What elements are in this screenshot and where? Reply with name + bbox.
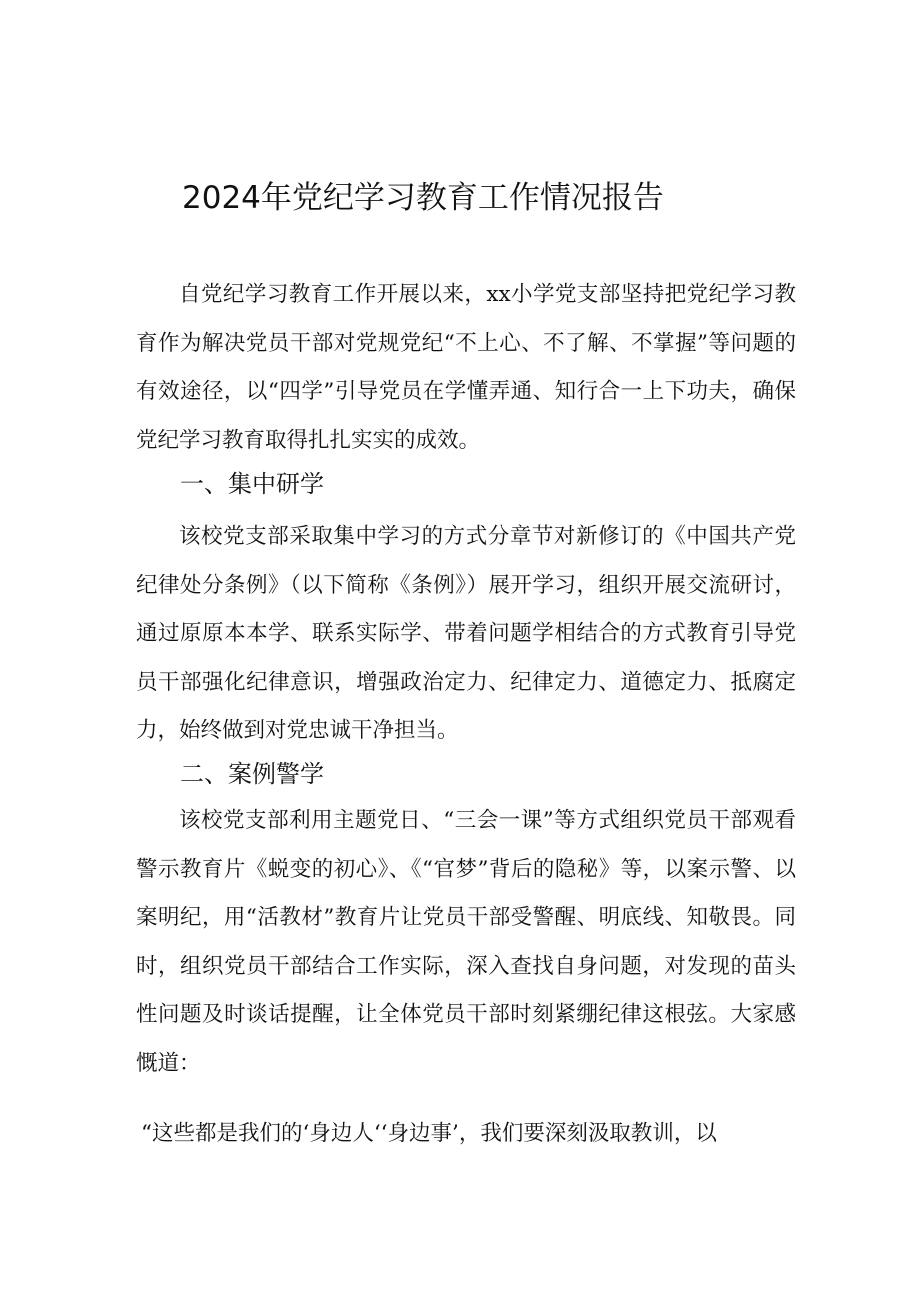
section-2-paragraph: 该校党支部利用主题党日、“三会一课”等方式组织党员干部观看警示教育片《蜕变的初心》、《“官梦”背后的隐秘》等，以案示警、以案明纪，用“活教材”教育片让党员干部受警醒、明底线、知敬畏。同时，组织党员干部结合工作实际，深入查找自身问题，对发现的苗头性问题及时谈话提醒，让全体党员干部时刻紧绷纪律这根弦。大家感慨道： [136,808,796,1076]
section-1-paragraph: 该校党支部采取集中学习的方式分章节对新修订的《中国共产党纪律处分条例》（以下简称《条例》）展开学习，组织开展交流研讨，通过原原本本学、联系实际学、带着问题学相结合的方式教育引导党员干部强化纪律意识，增强政治定力、纪律定力、道德定力、抵腐定力，始终做到对党忠诚干净担当。 [136,524,796,743]
section-heading-2: 二、案例警学 [180,760,324,788]
quote-paragraph: “这些都是我们的‘身边人‘‘身边事’，我们要深刻汲取教训，以 [141,1121,717,1146]
document-title: 2024年党纪学习教育工作情况报告 [182,180,664,216]
section-heading-1: 一、集中研学 [180,470,324,498]
intro-paragraph: 自党纪学习教育工作开展以来，xx小学党支部坚持把党纪学习教育作为解决党员干部对党规党纪“不上心、不了解、不掌握”等问题的有效途径，以“四学”引导党员在学懂弄通、知行合一上下功夫，确保党纪学习教育取得扎扎实实的成效。 [136,282,796,453]
